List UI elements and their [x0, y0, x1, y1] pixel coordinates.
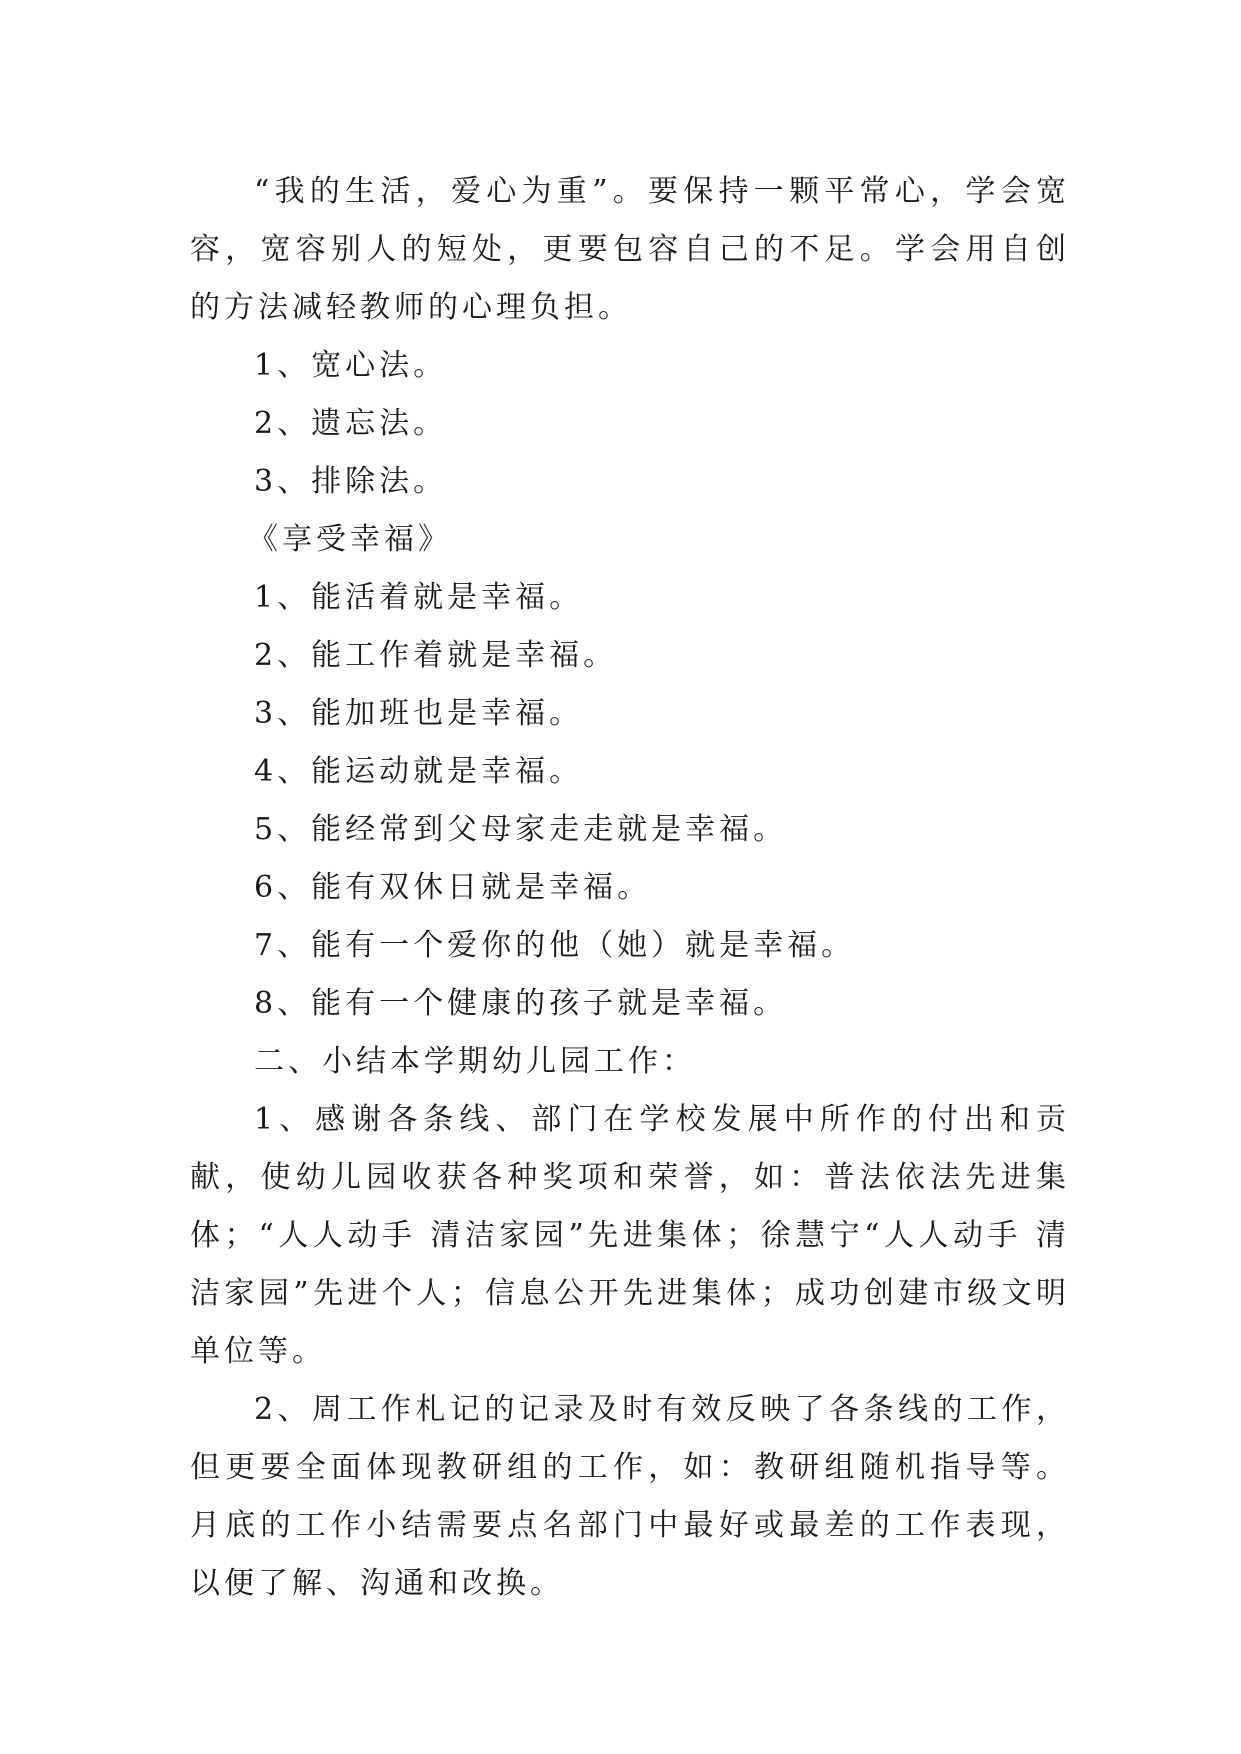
list-item: 4、能运动就是幸福。 — [254, 754, 584, 789]
list-item: 2、遗忘法。 — [254, 406, 448, 441]
list-item: 6、能有双休日就是幸福。 — [254, 870, 652, 905]
list-item: 8、能有一个健康的孩子就是幸福。 — [254, 986, 788, 1021]
body-paragraph: 1、感谢各条线、部门在学校发展中所作的付出和贡献，使幼儿园收获各种奖项和荣誉，如：普法依法先进集体；“人人动手 清洁家园”先进集体；徐慧宁“人人动手 清洁家园”先进个人；信息公开先进集体；成功创建市级文明单位等。 — [190, 1102, 1070, 1369]
section-heading: 二、小结本学期幼儿园工作： — [254, 1044, 696, 1079]
list-item: 1、宽心法。 — [254, 348, 448, 383]
list-item: 2、能工作着就是幸福。 — [254, 638, 618, 673]
document-body — [190, 163, 1070, 1613]
list-item: 3、排除法。 — [254, 464, 448, 499]
section-title: 《享受幸福》 — [248, 522, 452, 557]
intro-paragraph: “我的生活，爱心为重”。要保持一颗平常心，学会宽容，宽容别人的短处，更要包容自己的不足。学会用自创的方法减轻教师的心理负担。 — [190, 174, 1070, 325]
list-item: 3、能加班也是幸福。 — [254, 696, 584, 731]
list-item: 1、能活着就是幸福。 — [254, 580, 584, 615]
list-item: 7、能有一个爱你的他（她）就是幸福。 — [254, 928, 856, 963]
body-paragraph: 2、周工作札记的记录及时有效反映了各条线的工作，但更要全面体现教研组的工作，如：教研组随机指导等。月底的工作小结需要点名部门中最好或最差的工作表现，以便了解、沟通和改换。 — [190, 1392, 1070, 1601]
list-item: 5、能经常到父母家走走就是幸福。 — [254, 812, 788, 847]
